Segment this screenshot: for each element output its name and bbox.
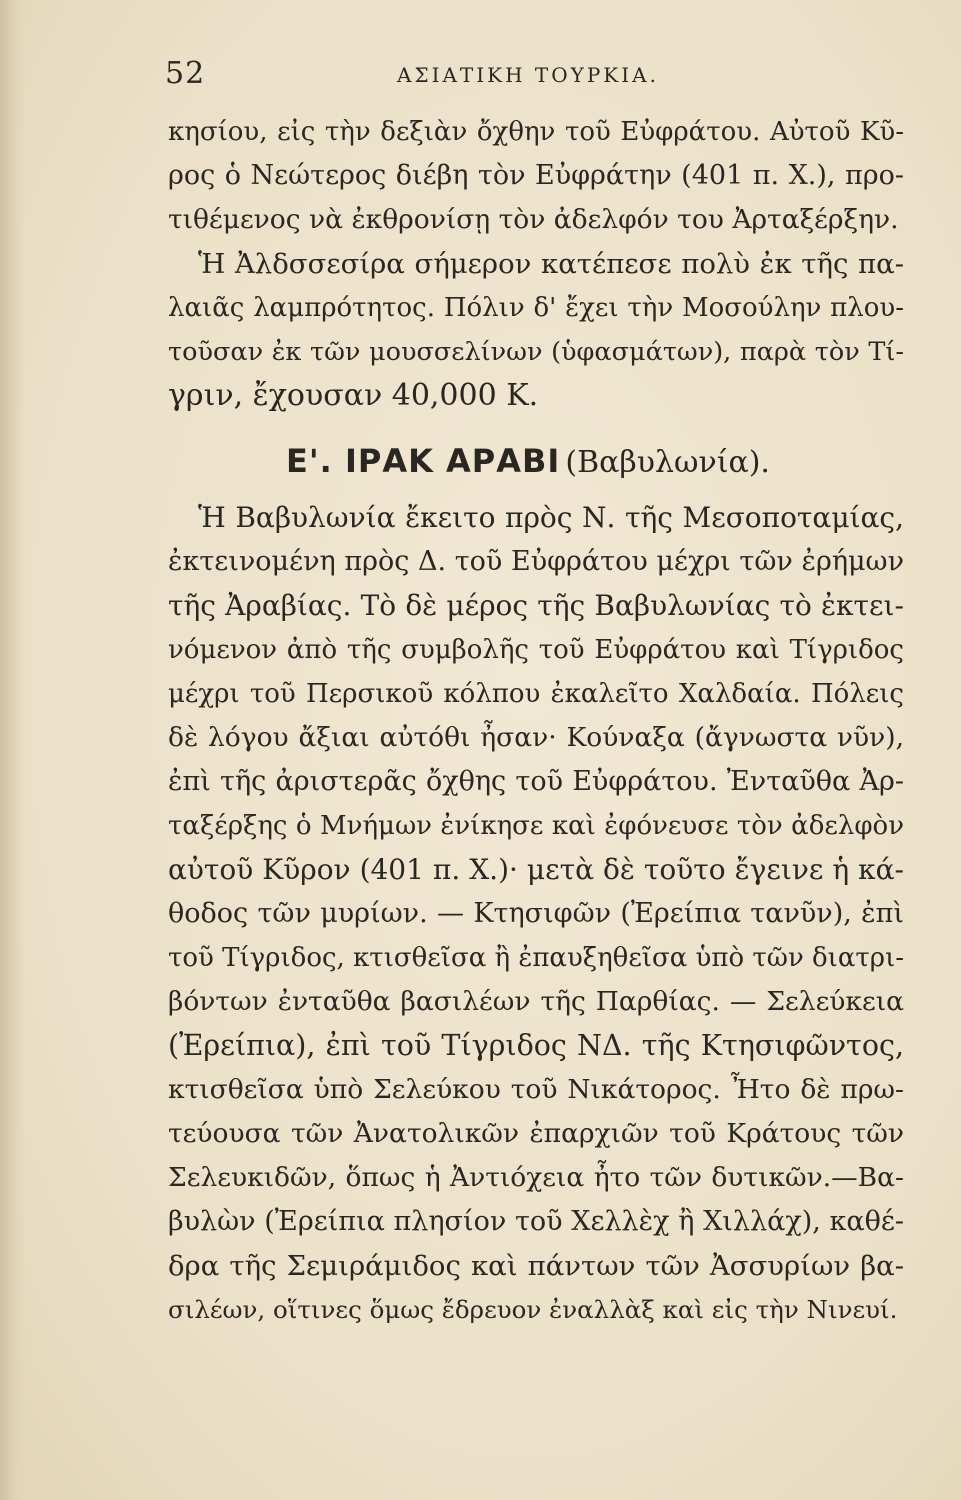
text-line: Ἡ Ἀλδσσεσίρα σήμερον κατέπεσε πολὺ ἐκ τῆς πα- (198, 248, 904, 280)
text-line: βόντων ἐνταῦθα βασιλέων τῆς Παρθίας. — Σελεύκεια (168, 986, 904, 1017)
text-line: τοῦσαν ἐκ τῶν μουσσελίνων (ὑφασμάτων), παρὰ τὸν Τί- (168, 337, 904, 367)
text-line: νόμενον ἀπὸ τῆς συμβολῆς τοῦ Εὐφράτου καὶ Τίγριδος (168, 635, 904, 665)
text-line: ρος ὁ Νεώτερος διέβη τὸν Εὐφράτην (401 π. Χ.), προ- (168, 160, 904, 191)
text-line: τοῦ Τίγριδος, κτισθεῖσα ἢ ἐπαυξηθεῖσα ὑπὸ τῶν διατρι- (168, 943, 904, 973)
text-line: ἐκτεινομένη πρὸς Δ. τοῦ Εὐφράτου μέχρι τῶν ἐρήμων (168, 546, 904, 577)
text-line: δὲ λόγου ἄξιαι αὐτόθι ἦσαν· Κούναξα (ἄγνωστα νῦν), (168, 722, 904, 753)
paragraph-3 (168, 496, 904, 1332)
running-head: ΑΣΙΑΤΙΚΗ ΤΟΥΡΚΙΑ. (397, 63, 659, 87)
text-line: λαιᾶς λαμπρότητος. Πόλιν δ' ἔχει τὴν Μοσούλην πλου- (168, 293, 904, 323)
paragraph-2 (168, 242, 904, 418)
text-line: τῆς Ἀραβίας. Τὸ δὲ μέρος τῆς Βαβυλωνίας τὸ ἐκτει- (168, 589, 904, 622)
section-heading-subtitle: (Βαβυλωνία). (565, 445, 770, 480)
text-line: τιθέμενος νὰ ἐκθρονίσῃ τὸν ἀδελφόν του Ἀρταξέρξην. (168, 204, 899, 235)
section-heading-title: Ε'. ΙΡΑΚ ΑΡΑΒΙ (286, 442, 561, 480)
page-header (165, 52, 900, 100)
text-line: Σελευκιδῶν, ὅπως ἡ Ἀντιόχεια ἦτο τῶν δυτικῶν.—Βα- (168, 1162, 904, 1193)
text-line: τεύουσα τῶν Ἀνατολικῶν ἐπαρχιῶν τοῦ Κράτους τῶν (168, 1118, 904, 1149)
text-line: βυλὼν (Ἐρείπια πλησίον τοῦ Χελλὲχ ἢ Χιλλάχ), καθέ- (168, 1206, 904, 1237)
text-line: κησίου, εἰς τὴν δεξιὰν ὄχθην τοῦ Εὐφράτου. Αὐτοῦ Κῦ- (168, 117, 904, 147)
text-line: Ἡ Βαβυλωνία ἔκειτο πρὸς Ν. τῆς Μεσοποταμίας, (198, 501, 904, 534)
page-binding-edge (0, 0, 26, 1500)
text-line: κτισθεῖσα ὑπὸ Σελεύκου τοῦ Νικάτορος. Ἦτο δὲ πρω- (168, 1074, 904, 1105)
text-line: (Ἐρείπια), ἐπὶ τοῦ Τίγριδος ΝΔ. τῆς Κτησιφῶντος, (168, 1029, 904, 1062)
text-line: αὐτοῦ Κῦρον (401 π. Χ.)· μετὰ δὲ τοῦτο ἔγεινε ἡ κά- (168, 853, 904, 886)
page-number: 52 (165, 56, 206, 91)
page-body (168, 110, 904, 1332)
text-line: δρα τῆς Σεμιράμιδος καὶ πάντων τῶν Ἀσσυρίων βα- (168, 1250, 904, 1282)
text-line: θοδος τῶν μυρίων. — Κτησιφῶν (Ἐρείπια τανῦν), ἐπὶ (168, 898, 904, 929)
text-line: γριν, ἔχουσαν 40,000 Κ. (168, 378, 539, 413)
text-line: σιλέων, οἵτινες ὅμως ἔδρευον ἐναλλὰξ καὶ εἰς τὴν Νινευί. (168, 1295, 898, 1324)
section-heading (168, 428, 904, 494)
text-line: μέχρι τοῦ Περσικοῦ κόλπου ἐκαλεῖτο Χαλδαία. Πόλεις (168, 679, 904, 709)
text-line: ἐπὶ τῆς ἀριστερᾶς ὄχθης τοῦ Εὐφράτου. Ἐνταῦθα Ἀρ- (168, 766, 904, 797)
paragraph-1 (168, 110, 904, 242)
text-line: ταξέρξης ὁ Μνήμων ἐνίκησε καὶ ἐφόνευσε τὸν ἀδελφὸν (168, 811, 904, 841)
